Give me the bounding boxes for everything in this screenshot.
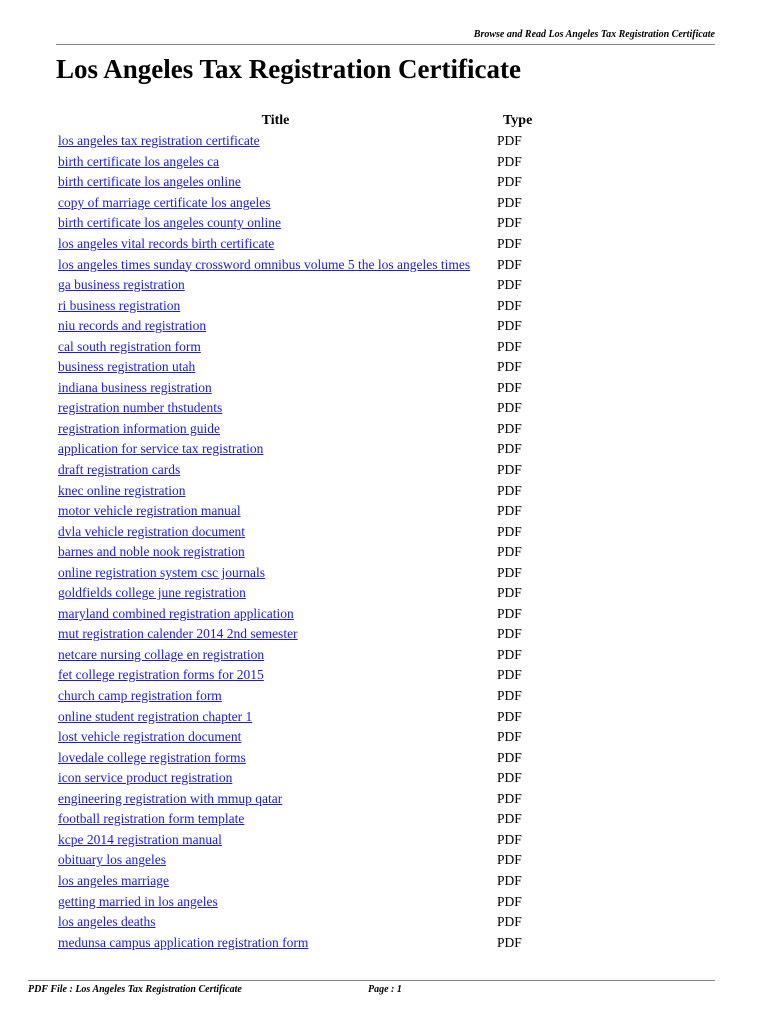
table-row	[56, 830, 563, 851]
file-type-cell: PDF	[497, 729, 522, 745]
table-row	[56, 398, 563, 419]
file-type-cell: PDF	[497, 297, 522, 313]
table-row	[56, 850, 563, 871]
table-row	[56, 480, 563, 501]
title-cell	[56, 131, 495, 152]
title-cell	[56, 562, 495, 583]
title-cell	[56, 295, 495, 316]
document-link[interactable]: lost vehicle registration document	[58, 729, 242, 745]
title-cell	[56, 254, 495, 275]
document-link[interactable]: obituary los angeles	[58, 852, 166, 868]
file-type-cell: PDF	[497, 338, 522, 354]
file-type-cell: PDF	[497, 400, 522, 416]
header-divider	[56, 44, 715, 45]
document-link[interactable]: los angeles marriage	[58, 872, 169, 888]
title-cell	[56, 624, 495, 645]
file-type-cell: PDF	[497, 667, 522, 683]
table-row	[56, 747, 563, 768]
table-row	[56, 562, 563, 583]
title-cell	[56, 871, 495, 892]
document-link[interactable]: barnes and noble nook registration	[58, 544, 245, 560]
title-cell	[56, 932, 495, 953]
file-type-cell: PDF	[497, 749, 522, 765]
column-header-title: Title	[261, 113, 290, 128]
document-link[interactable]: indiana business registration	[58, 379, 212, 395]
file-type-cell: PDF	[497, 194, 522, 210]
file-type-cell: PDF	[497, 482, 522, 498]
table-row	[56, 789, 563, 810]
table-row	[56, 891, 563, 912]
file-type-cell: PDF	[497, 831, 522, 847]
title-cell	[56, 727, 495, 748]
table-row	[56, 357, 563, 378]
file-type-cell: PDF	[497, 626, 522, 642]
table-row	[56, 501, 563, 522]
title-cell	[56, 316, 495, 337]
title-cell	[56, 830, 495, 851]
file-type-cell: PDF	[497, 564, 522, 580]
title-cell	[56, 501, 495, 522]
document-link[interactable]: lovedale college registration forms	[58, 749, 246, 765]
title-cell	[56, 809, 495, 830]
file-type-cell: PDF	[497, 133, 522, 149]
document-link[interactable]: birth certificate los angeles county online	[58, 215, 282, 231]
table-row	[56, 460, 563, 481]
document-link[interactable]: application for service tax registration	[58, 441, 264, 457]
file-type-cell: PDF	[497, 544, 522, 560]
table-row	[56, 378, 563, 399]
table-row	[56, 542, 563, 563]
file-type-cell: PDF	[497, 646, 522, 662]
document-link[interactable]: los angeles tax registration certificate	[58, 133, 260, 149]
document-link[interactable]: ri business registration	[58, 297, 181, 313]
file-type-cell: PDF	[497, 605, 522, 621]
file-type-cell: PDF	[497, 523, 522, 539]
title-cell	[56, 378, 495, 399]
file-type-cell: PDF	[497, 893, 522, 909]
footer-file-label: PDF File : Los Angeles Tax Registration Certificate	[28, 984, 242, 995]
title-cell	[56, 706, 495, 727]
title-cell	[56, 542, 495, 563]
table-row	[56, 419, 563, 440]
file-type-cell: PDF	[497, 153, 522, 169]
file-type-cell: PDF	[497, 914, 522, 930]
document-link[interactable]: business registration utah	[58, 359, 196, 375]
file-type-cell: PDF	[497, 708, 522, 724]
column-header-type: Type	[503, 113, 533, 128]
file-type-cell: PDF	[497, 318, 522, 334]
document-link[interactable]: online student registration chapter 1	[58, 708, 253, 724]
table-row	[56, 521, 563, 542]
document-link[interactable]: birth certificate los angeles online	[58, 174, 241, 190]
table-row	[56, 439, 563, 460]
file-type-cell: PDF	[497, 236, 522, 251]
document-link[interactable]: dvla vehicle registration document	[58, 523, 246, 539]
document-link[interactable]: maryland combined registration application	[58, 605, 294, 621]
title-cell	[56, 686, 495, 707]
table-row	[56, 768, 563, 789]
table-row	[56, 727, 563, 748]
footer-page-number: Page : 1	[368, 984, 402, 995]
file-type-cell: PDF	[497, 462, 522, 478]
table-row	[56, 295, 563, 316]
document-link[interactable]: kcpe 2014 registration manual	[58, 831, 222, 847]
table-row	[56, 336, 563, 357]
title-cell	[56, 460, 495, 481]
title-cell	[56, 193, 495, 214]
file-type-cell: PDF	[497, 872, 522, 888]
table-row	[56, 932, 563, 953]
title-cell	[56, 357, 495, 378]
document-link[interactable]: ga business registration	[58, 277, 185, 293]
table-row	[56, 316, 563, 337]
title-cell	[56, 850, 495, 871]
title-cell	[56, 419, 495, 440]
file-type-cell: PDF	[497, 811, 522, 827]
table-header-row	[56, 111, 563, 131]
title-cell	[56, 604, 495, 625]
document-link[interactable]: getting married in los angeles	[58, 893, 218, 909]
table-row	[56, 152, 563, 173]
document-link[interactable]: draft registration cards	[58, 462, 181, 478]
title-cell	[56, 789, 495, 810]
table-row	[56, 686, 563, 707]
title-cell	[56, 439, 495, 460]
title-cell	[56, 398, 495, 419]
table-row	[56, 624, 563, 645]
file-type-cell: PDF	[497, 379, 522, 395]
file-type-cell: PDF	[497, 215, 522, 231]
table-row	[56, 645, 563, 666]
file-type-cell: PDF	[497, 359, 522, 375]
title-cell	[56, 172, 495, 193]
title-cell	[56, 912, 495, 933]
title-cell	[56, 336, 495, 357]
file-type-cell: PDF	[497, 420, 522, 436]
document-link[interactable]: los angeles times sunday crossword omnibus volume 5 the los angeles times	[58, 256, 471, 272]
table-row	[56, 706, 563, 727]
table-row	[56, 665, 563, 686]
document-link[interactable]: fet college registration forms for 2015	[58, 667, 264, 683]
title-cell	[56, 480, 495, 501]
table-row	[56, 234, 563, 255]
table-row	[56, 254, 563, 275]
file-type-cell: PDF	[497, 934, 522, 950]
table-row	[56, 912, 563, 933]
document-link[interactable]: copy of marriage certificate los angeles	[58, 194, 271, 210]
document-link[interactable]: registration number thstudents	[58, 400, 223, 416]
table-row	[56, 583, 563, 604]
file-type-cell: PDF	[497, 688, 522, 704]
file-type-cell: PDF	[497, 585, 522, 601]
table-body	[56, 131, 563, 953]
document-link[interactable]: motor vehicle registration manual	[58, 503, 241, 519]
file-type-cell: PDF	[497, 770, 522, 786]
title-cell	[56, 768, 495, 789]
document-link[interactable]: cal south registration form	[58, 338, 201, 354]
document-link[interactable]: los angeles vital records birth certificate	[58, 236, 275, 251]
title-cell	[56, 665, 495, 686]
file-type-cell: PDF	[497, 852, 522, 868]
document-link[interactable]: birth certificate los angeles ca	[58, 153, 220, 169]
document-link[interactable]: niu records and registration	[58, 318, 207, 334]
page-title: Los Angeles Tax Registration Certificate	[56, 54, 521, 84]
table-row	[56, 275, 563, 296]
file-type-cell: PDF	[497, 256, 522, 272]
document-link[interactable]: los angeles deaths	[58, 914, 156, 930]
table-row	[56, 131, 563, 152]
document-link[interactable]: engineering registration with mmup qatar	[58, 790, 283, 806]
document-link[interactable]: icon service product registration	[58, 770, 233, 786]
document-link[interactable]: knec online registration	[58, 482, 186, 498]
table-row	[56, 604, 563, 625]
title-cell	[56, 275, 495, 296]
table-row	[56, 193, 563, 214]
file-type-cell: PDF	[497, 790, 522, 806]
document-link[interactable]: goldfields college june registration	[58, 585, 246, 601]
table-row	[56, 809, 563, 830]
file-type-cell: PDF	[497, 174, 522, 190]
document-link[interactable]: medunsa campus application registration form	[58, 934, 309, 950]
file-type-cell: PDF	[497, 277, 522, 293]
document-link[interactable]: netcare nursing collage en registration	[58, 646, 265, 662]
title-cell	[56, 213, 495, 234]
running-header: Browse and Read Los Angeles Tax Registration Certificate	[473, 29, 715, 40]
title-cell	[56, 521, 495, 542]
title-cell	[56, 583, 495, 604]
table-row	[56, 213, 563, 234]
title-cell	[56, 234, 495, 255]
title-cell	[56, 152, 495, 173]
file-type-cell: PDF	[497, 503, 522, 519]
title-cell	[56, 747, 495, 768]
table-row	[56, 172, 563, 193]
document-link[interactable]: online registration system csc journals	[58, 564, 265, 580]
document-link[interactable]: mut registration calender 2014 2nd semester	[58, 626, 298, 642]
title-cell	[56, 645, 495, 666]
table-row	[56, 871, 563, 892]
footer-divider	[28, 980, 715, 981]
document-link[interactable]: football registration form template	[58, 811, 245, 827]
document-link[interactable]: registration information guide	[58, 420, 220, 436]
title-cell	[56, 891, 495, 912]
file-type-cell: PDF	[497, 441, 522, 457]
document-table	[56, 111, 563, 953]
document-link[interactable]: church camp registration form	[58, 688, 222, 704]
